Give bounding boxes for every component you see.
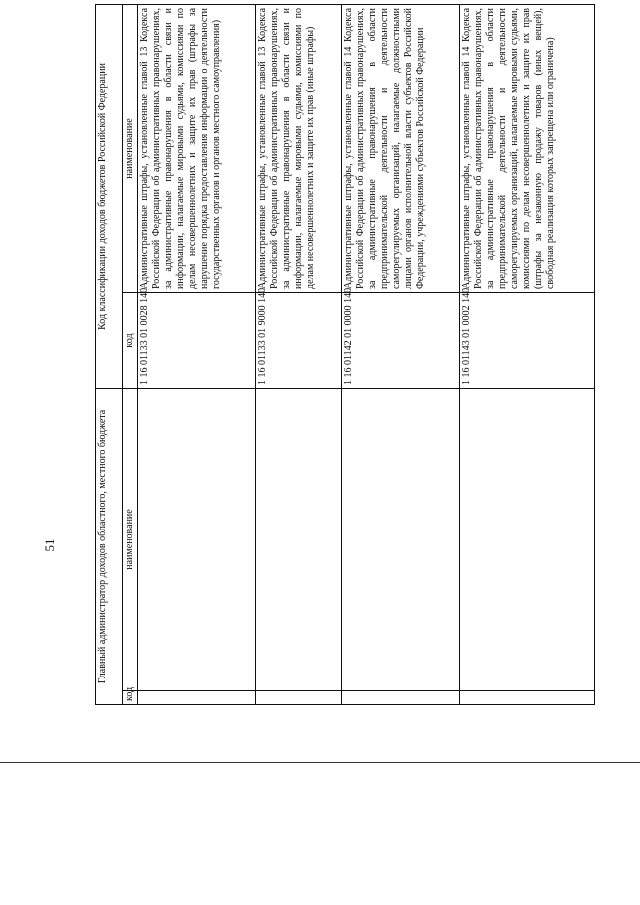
row-admin-name (138, 389, 256, 691)
divider-line (0, 762, 640, 763)
table-row (256, 4, 342, 704)
row-class-code: 1 16 01133 01 9000 140 (256, 293, 342, 389)
row-admin-code (138, 691, 256, 705)
table-row (460, 4, 595, 704)
row-class-code: 1 16 01143 01 0002 140 (460, 293, 595, 389)
row-class-code: 1 16 01142 01 0000 140 (342, 293, 460, 389)
row-class-name: Административные штрафы, установленные главой 14 Кодекса Российской Федерации об административных правонарушениях, за административные правонарушения в области предпринимательской деятельности и деятельности саморегулируемых организаций, налагаемые мировыми судьями, комиссиями по делам несовершеннолетних и защите их прав (штрафы за незаконную продажу товаров (иных вещей), свободная реализация которых запрещена или ограничена) (460, 4, 595, 292)
revenue-classification-table (95, 4, 595, 705)
row-class-name: Административные штрафы, установленные главой 13 Кодекса Российской Федерации об административных правонарушениях, за административные правонарушения в области связи и информации, налагаемые мировыми судьями, комиссиями по делам несовершеннолетних и защите их прав (штрафы за нарушение порядка предоставления информации о деятельности государственных органов и органов местного самоуправления) (138, 4, 256, 292)
table-header-row (96, 4, 123, 704)
row-admin-code (460, 691, 595, 705)
row-class-name: Административные штрафы, установленные главой 13 Кодекса Российской Федерации об административных правонарушениях, за административные правонарушения в области связи и информации, налагаемые мировыми судьями, комиссиями по делам несовершеннолетних и защите их прав (иные штрафы) (256, 4, 342, 292)
header-admin-name: наименование (123, 389, 138, 691)
row-admin-name (460, 389, 595, 691)
row-admin-name (256, 389, 342, 691)
header-class-name: наименование (123, 4, 138, 292)
page-number: 51 (42, 538, 57, 552)
table-row (138, 4, 256, 704)
header-classification-group: Код классификации доходов бюджетов Российской Федерации (96, 4, 123, 388)
row-class-name: Административные штрафы, установленные главой 14 Кодекса Российской Федерации об административных правонарушениях, за административные правонарушения в области предпринимательской деятельности и деятельности саморегулируемых организаций, налагаемые должностными лицами органов исполнительной власти субъектов Российской Федерации, учреждениями субъектов Российской Федерации (342, 4, 460, 292)
row-admin-code (256, 691, 342, 705)
table-row (342, 4, 460, 704)
row-admin-name (342, 389, 460, 691)
header-class-code: код (123, 293, 138, 389)
row-admin-code (342, 691, 460, 705)
row-class-code: 1 16 01133 01 0028 140 (138, 293, 256, 389)
table-subheader-row (123, 4, 138, 704)
header-admin-group: Главный администратор доходов областного, местного бюджета (96, 389, 123, 705)
header-admin-code: код (123, 691, 138, 705)
